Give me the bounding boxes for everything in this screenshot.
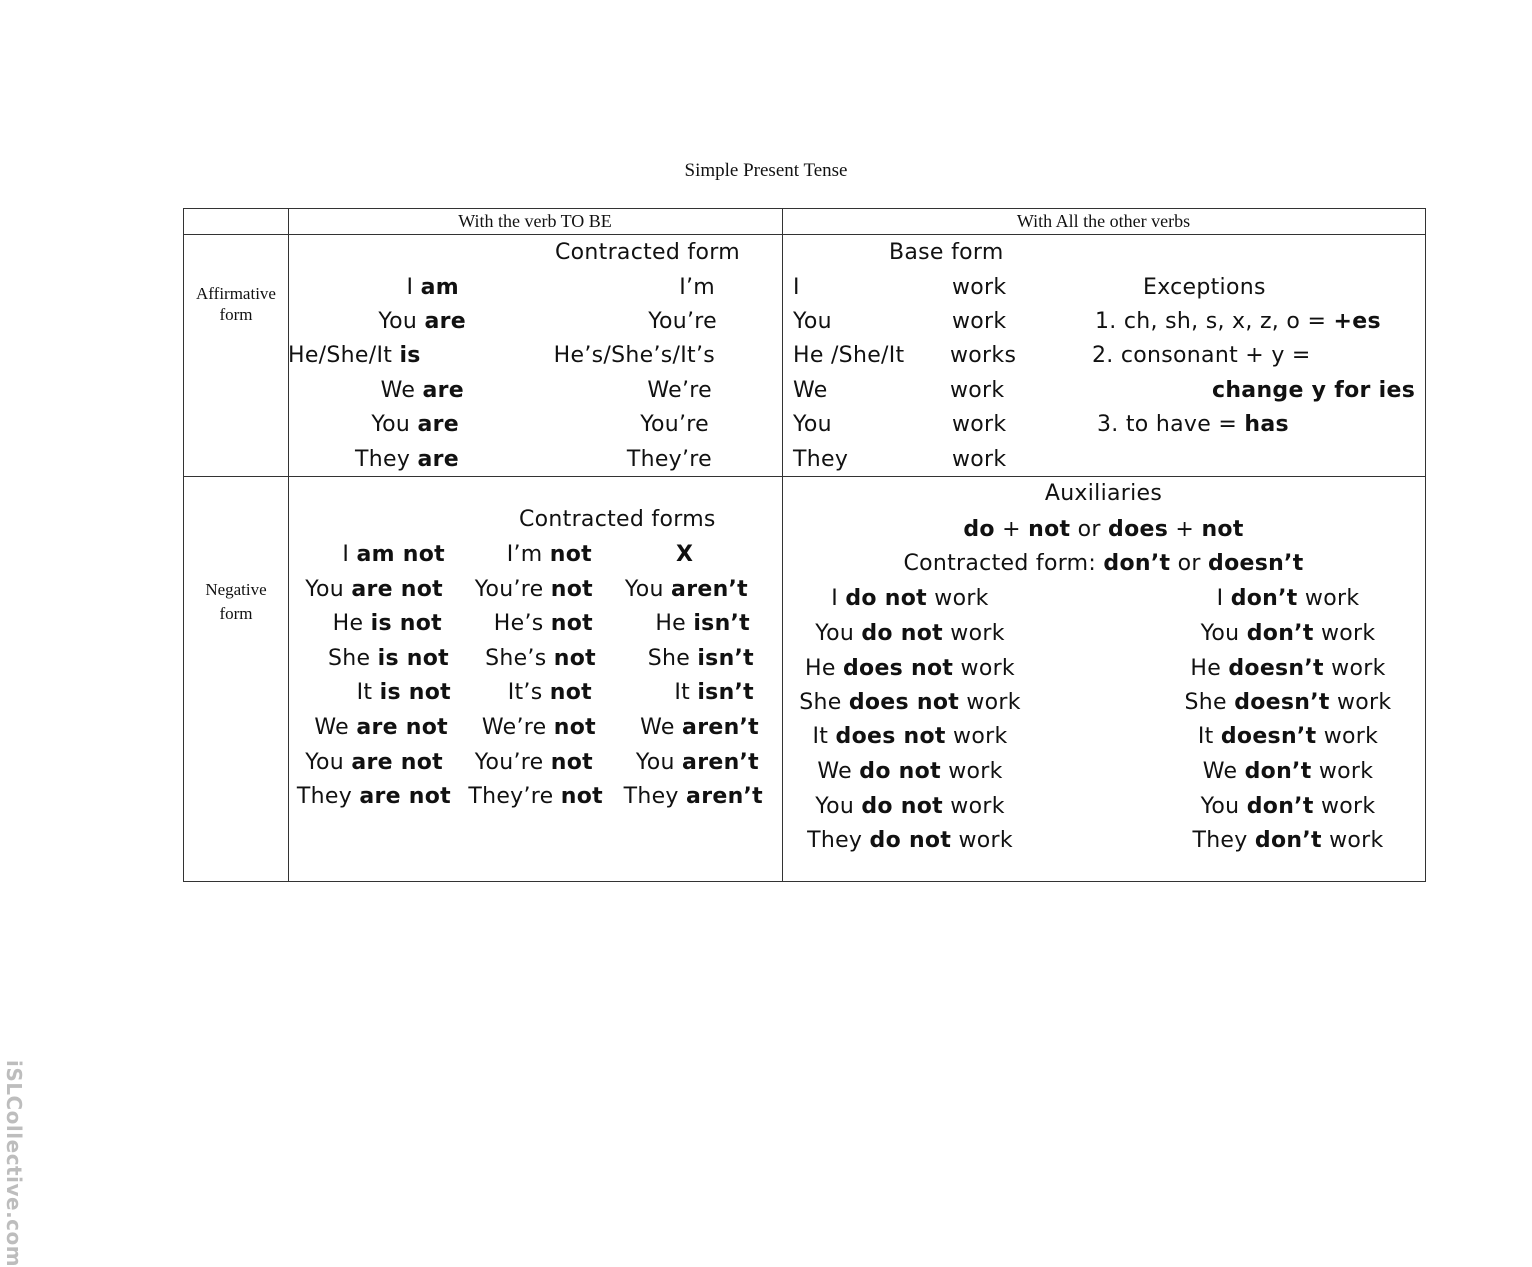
aff-row-6-full bbox=[355, 447, 459, 472]
aux-subject: It bbox=[812, 724, 829, 749]
neg-verb: aren’t bbox=[682, 715, 759, 740]
aux-negation: doesn’t bbox=[1228, 656, 1324, 681]
neg-row-1-contracted bbox=[507, 542, 592, 567]
aff-row-2-full bbox=[378, 309, 466, 334]
base-row-5-subject: You bbox=[793, 412, 832, 437]
neg-subject: You bbox=[305, 750, 345, 775]
neg-row-4-full bbox=[328, 646, 449, 671]
neg-subject: He bbox=[332, 611, 364, 636]
neg-verb: isn’t bbox=[697, 680, 754, 705]
header-to-be: With the verb TO BE bbox=[458, 211, 612, 231]
aff-row-5-contracted: You’re bbox=[640, 412, 709, 437]
header-other-verbs: With All the other verbs bbox=[1016, 211, 1191, 231]
exception-3-text: 3. to have = bbox=[1097, 412, 1238, 437]
negative-contracted-label: Contracted forms bbox=[519, 507, 716, 532]
neg-subject: They bbox=[623, 784, 679, 809]
aff-verb: are bbox=[417, 412, 459, 437]
neg-row-7-contracted bbox=[475, 750, 593, 775]
neg-verb: not bbox=[553, 715, 596, 740]
aux-negation: don’t bbox=[1246, 621, 1314, 646]
aff-subject: You bbox=[378, 309, 418, 334]
neg-subject: You’re bbox=[474, 577, 544, 602]
neg-verb: aren’t bbox=[686, 784, 763, 809]
neg-verb: aren’t bbox=[682, 750, 759, 775]
aux-verb: work bbox=[966, 690, 1021, 715]
neg-verb: am not bbox=[356, 542, 445, 567]
aux-full-row-4 bbox=[782, 690, 1038, 715]
neg-row-5-full bbox=[357, 680, 451, 705]
neg-row-8-contracted bbox=[468, 784, 603, 809]
base-row-5-verb: work bbox=[952, 412, 1007, 437]
neg-verb: is not bbox=[377, 646, 449, 671]
neg-row-3-contracted bbox=[494, 611, 593, 636]
aux-short-row-4 bbox=[1160, 690, 1416, 715]
aux-full-row-2 bbox=[782, 621, 1038, 646]
neg-verb: not bbox=[550, 577, 593, 602]
aux-verb: work bbox=[950, 794, 1005, 819]
neg-row-6-contracted bbox=[482, 715, 596, 740]
aux-negation: does not bbox=[848, 690, 960, 715]
neg-verb: is not bbox=[370, 611, 442, 636]
aff-row-2-contracted: You’re bbox=[648, 309, 717, 334]
aux-full-row-6 bbox=[782, 759, 1038, 784]
neg-subject: It’s bbox=[507, 680, 543, 705]
base-row-6-subject: They bbox=[793, 447, 849, 472]
table-col-divider-1 bbox=[288, 208, 289, 882]
neg-verb: isn’t bbox=[693, 611, 750, 636]
neg-verb: not bbox=[550, 750, 593, 775]
aux-subject: You bbox=[1200, 794, 1240, 819]
neg-subject: We bbox=[314, 715, 350, 740]
neg-verb: not bbox=[560, 784, 603, 809]
aff-row-5-full bbox=[371, 412, 459, 437]
aux-verb: work bbox=[960, 656, 1015, 681]
aux-verb: work bbox=[1304, 586, 1360, 611]
side-label-negative-line2: form bbox=[219, 604, 253, 623]
aux-negation: doesn’t bbox=[1234, 690, 1330, 715]
aux-full-row-5 bbox=[782, 724, 1038, 749]
aux-formula bbox=[782, 517, 1425, 542]
aff-row-3-full bbox=[288, 343, 421, 368]
aux-verb: work bbox=[1320, 621, 1376, 646]
aux-subject: He bbox=[1190, 656, 1222, 681]
base-form-label: Base form bbox=[889, 240, 1004, 265]
aux-verb: work bbox=[1323, 724, 1379, 749]
neg-verb: not bbox=[549, 542, 592, 567]
neg-verb: is not bbox=[379, 680, 451, 705]
aux-negation: don’t bbox=[1244, 759, 1312, 784]
aff-subject: You bbox=[371, 412, 411, 437]
aux-verb: work bbox=[1337, 690, 1392, 715]
aux-full-row-7 bbox=[782, 794, 1038, 819]
aux-negation: don’t bbox=[1230, 586, 1298, 611]
aux-full-row-1 bbox=[782, 586, 1038, 611]
aux-verb: work bbox=[958, 828, 1013, 853]
neg-row-5-contracted bbox=[508, 680, 592, 705]
base-row-2-subject: You bbox=[793, 309, 832, 334]
neg-row-4-short bbox=[648, 646, 754, 671]
aux-plus-2: + bbox=[1175, 517, 1195, 542]
base-row-4-subject: We bbox=[793, 378, 828, 403]
aux-subject: She bbox=[1184, 690, 1227, 715]
base-row-3-subject: He /She/It bbox=[793, 343, 905, 368]
aux-negation: does not bbox=[835, 724, 946, 749]
aux-does: does bbox=[1108, 517, 1169, 542]
aux-subject: We bbox=[817, 759, 852, 784]
aux-negation: do not bbox=[859, 759, 941, 784]
affirmative-contracted-label: Contracted form bbox=[555, 240, 740, 265]
neg-subject: You bbox=[635, 750, 675, 775]
exception-3-bold: has bbox=[1244, 412, 1289, 437]
aux-short-row-7 bbox=[1160, 794, 1416, 819]
aux-subject: He bbox=[805, 656, 836, 681]
aux-short-row-2 bbox=[1160, 621, 1416, 646]
aff-subject: We bbox=[380, 378, 416, 403]
side-label-affirmative-line2: form bbox=[219, 305, 253, 324]
neg-row-8-short bbox=[624, 784, 763, 809]
aux-negation: do not bbox=[861, 794, 943, 819]
contracted-or: or bbox=[1177, 551, 1201, 576]
aff-subject: I bbox=[406, 275, 414, 300]
table-border-top bbox=[183, 208, 1426, 209]
aux-do: do bbox=[963, 517, 995, 542]
neg-verb: not bbox=[553, 646, 596, 671]
aux-short-row-8 bbox=[1160, 828, 1416, 853]
aux-subject: You bbox=[815, 794, 855, 819]
neg-subject: You bbox=[305, 577, 345, 602]
aux-subject: I bbox=[831, 586, 839, 611]
neg-subject: They bbox=[296, 784, 353, 809]
neg-subject: She bbox=[327, 646, 371, 671]
neg-subject: He’s bbox=[493, 611, 544, 636]
neg-row-6-full bbox=[314, 715, 448, 740]
neg-verb: aren’t bbox=[671, 577, 748, 602]
aux-subject: They bbox=[1192, 828, 1248, 853]
neg-row-7-full bbox=[305, 750, 443, 775]
neg-subject: You bbox=[624, 577, 664, 602]
neg-verb: not bbox=[550, 611, 593, 636]
aux-negation: do not bbox=[845, 586, 927, 611]
base-row-3-verb: works bbox=[950, 343, 1017, 368]
neg-verb: isn’t bbox=[697, 646, 754, 671]
aff-verb: am bbox=[420, 275, 459, 300]
neg-subject: I bbox=[342, 542, 350, 567]
neg-subject: She bbox=[647, 646, 691, 671]
aux-verb: work bbox=[934, 586, 989, 611]
aux-negation: do not bbox=[861, 621, 943, 646]
aux-negation: doesn’t bbox=[1220, 724, 1317, 749]
base-row-6-verb: work bbox=[952, 447, 1007, 472]
neg-subject: It bbox=[356, 680, 373, 705]
aux-full-row-3 bbox=[782, 656, 1038, 681]
aux-negation: do not bbox=[869, 828, 952, 853]
aux-negation: does not bbox=[843, 656, 954, 681]
neg-row-4-contracted bbox=[485, 646, 596, 671]
auxiliaries-label: Auxiliaries bbox=[1044, 481, 1163, 506]
aux-not-2: not bbox=[1201, 517, 1244, 542]
neg-subject: They’re bbox=[468, 784, 554, 809]
base-row-2-verb: work bbox=[952, 309, 1007, 334]
aff-row-3-contracted: He’s/She’s/It’s bbox=[553, 343, 715, 368]
aux-or: or bbox=[1077, 517, 1101, 542]
side-label-negative bbox=[184, 578, 288, 626]
aux-full-row-8 bbox=[782, 828, 1038, 853]
aux-verb: work bbox=[1318, 759, 1374, 784]
aux-subject: We bbox=[1202, 759, 1238, 784]
aff-verb: are bbox=[417, 447, 459, 472]
side-label-affirmative bbox=[184, 283, 288, 325]
neg-row-1-short: X bbox=[676, 542, 694, 567]
exceptions-label: Exceptions bbox=[1143, 275, 1266, 300]
neg-verb: are not bbox=[351, 750, 443, 775]
aux-short-row-3 bbox=[1160, 656, 1416, 681]
contracted-form-label: Contracted form: bbox=[903, 551, 1097, 576]
contracted-doesnt: doesn’t bbox=[1208, 551, 1304, 576]
neg-row-2-short bbox=[625, 577, 748, 602]
aff-verb: are bbox=[422, 378, 464, 403]
table-header-divider bbox=[183, 234, 1426, 235]
watermark: iSLCollective.com bbox=[2, 1060, 26, 1267]
neg-subject: He bbox=[655, 611, 687, 636]
side-label-negative-line1: Negative bbox=[205, 580, 267, 599]
neg-subject: We bbox=[640, 715, 675, 740]
aux-not-1: not bbox=[1028, 517, 1071, 542]
contracted-dont: don’t bbox=[1103, 551, 1171, 576]
aux-subject: I bbox=[1216, 586, 1224, 611]
aff-row-4-full bbox=[381, 378, 464, 403]
neg-verb: not bbox=[549, 680, 592, 705]
aux-verb: work bbox=[950, 621, 1005, 646]
table-border-right bbox=[1425, 208, 1426, 882]
table-row-divider bbox=[183, 476, 1426, 477]
exception-1-text: 1. ch, sh, s, x, z, o = bbox=[1095, 309, 1327, 334]
neg-row-3-full bbox=[333, 611, 442, 636]
neg-row-2-full bbox=[305, 577, 443, 602]
aux-negation: don’t bbox=[1246, 794, 1314, 819]
exception-1 bbox=[1095, 309, 1381, 334]
base-row-1-subject: I bbox=[793, 275, 800, 300]
aux-short-row-6 bbox=[1160, 759, 1416, 784]
aux-verb: work bbox=[1331, 656, 1386, 681]
aff-row-1-full bbox=[407, 275, 459, 300]
neg-verb: are not bbox=[351, 577, 443, 602]
neg-subject: I’m bbox=[506, 542, 543, 567]
aux-verb: work bbox=[1320, 794, 1376, 819]
exception-2: 2. consonant + y = bbox=[1092, 343, 1311, 368]
aux-subject: They bbox=[807, 828, 863, 853]
neg-verb: are not bbox=[359, 784, 451, 809]
aff-row-1-contracted: I’m bbox=[679, 275, 715, 300]
aux-subject: She bbox=[799, 690, 842, 715]
aff-subject: They bbox=[355, 447, 411, 472]
aux-negation: don’t bbox=[1254, 828, 1322, 853]
aux-verb: work bbox=[953, 724, 1008, 749]
exception-1-bold: +es bbox=[1333, 309, 1381, 334]
aux-subject: You bbox=[1200, 621, 1240, 646]
aff-verb: are bbox=[424, 309, 466, 334]
aux-subject: You bbox=[815, 621, 855, 646]
aux-short-row-5 bbox=[1160, 724, 1416, 749]
aux-plus-1: + bbox=[1002, 517, 1021, 542]
aff-subject: He/She/It bbox=[288, 343, 393, 368]
base-row-4-verb: work bbox=[950, 378, 1005, 403]
neg-subject: It bbox=[674, 680, 691, 705]
aux-short-row-1 bbox=[1160, 586, 1416, 611]
aux-subject: It bbox=[1197, 724, 1214, 749]
neg-row-5-short bbox=[674, 680, 754, 705]
neg-row-2-contracted bbox=[475, 577, 593, 602]
neg-row-3-short bbox=[655, 611, 750, 636]
side-label-affirmative-line1: Affirmative bbox=[196, 284, 276, 303]
aff-verb: is bbox=[399, 343, 421, 368]
exception-2-bold: change y for ies bbox=[1212, 378, 1416, 403]
page-title: Simple Present Tense bbox=[684, 160, 848, 181]
neg-row-8-full bbox=[297, 784, 451, 809]
neg-row-1-full bbox=[342, 542, 445, 567]
contracted-form-line bbox=[782, 551, 1425, 576]
aux-verb: work bbox=[948, 759, 1003, 784]
exception-3 bbox=[1097, 412, 1289, 437]
aff-row-4-contracted: We’re bbox=[647, 378, 712, 403]
neg-subject: We’re bbox=[481, 715, 547, 740]
neg-subject: You’re bbox=[474, 750, 544, 775]
neg-verb: are not bbox=[356, 715, 448, 740]
base-row-1-verb: work bbox=[952, 275, 1007, 300]
neg-row-6-short bbox=[640, 715, 759, 740]
aux-verb: work bbox=[1329, 828, 1384, 853]
table-border-bottom bbox=[183, 881, 1426, 882]
aff-row-6-contracted: They’re bbox=[626, 447, 712, 472]
neg-subject: She’s bbox=[485, 646, 547, 671]
neg-row-7-short bbox=[636, 750, 759, 775]
